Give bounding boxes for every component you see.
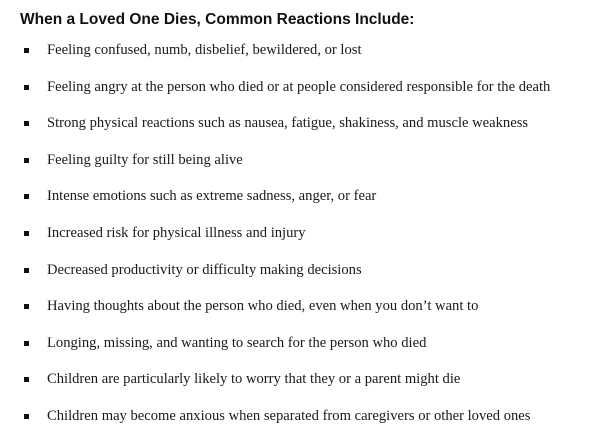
list-item-text: Feeling confused, numb, disbelief, bewildered, or lost <box>47 42 362 58</box>
bullet-icon <box>24 341 29 346</box>
bullet-icon <box>24 158 29 163</box>
list-item <box>0 77 591 114</box>
list-item-text: Strong physical reactions such as nausea, fatigue, shakiness, and muscle weakness <box>47 115 529 132</box>
list-item-text: Intense emotions such as extreme sadness, anger, or fear <box>47 188 377 205</box>
list-item <box>0 40 591 77</box>
bullet-icon <box>24 268 29 273</box>
list-item <box>0 333 591 370</box>
list-item <box>0 113 591 150</box>
bullet-icon <box>24 194 29 199</box>
list-item <box>0 223 591 260</box>
list-item-text: Children are particularly likely to worry that they or a parent might die <box>47 371 461 388</box>
bullet-icon <box>24 121 29 126</box>
list-item-text: Feeling guilty for still being alive <box>47 151 243 168</box>
list-item <box>0 296 591 333</box>
list-item-text: Longing, missing, and wanting to search for the person who died <box>47 334 427 351</box>
list-item <box>0 260 591 297</box>
list-item-text: Children may become anxious when separated from caregivers or other loved ones <box>47 407 531 424</box>
list-item <box>0 186 591 223</box>
list-item <box>0 406 591 443</box>
bullet-icon <box>24 85 29 90</box>
reactions-list <box>0 40 591 443</box>
list-item-text: Increased risk for physical illness and injury <box>47 224 306 241</box>
bullet-icon <box>24 414 29 419</box>
bullet-icon <box>24 304 29 309</box>
list-item-text: Having thoughts about the person who died, even when you don’t want to <box>47 298 479 315</box>
bullet-icon <box>24 48 29 53</box>
bullet-icon <box>24 377 29 382</box>
list-item-text: Decreased productivity or difficulty making decisions <box>47 261 362 278</box>
list-item <box>0 369 591 406</box>
bullet-icon <box>24 231 29 236</box>
list-item <box>0 150 591 187</box>
list-item-text: Feeling angry at the person who died or at people considered responsible for the death <box>47 78 551 95</box>
page-title: When a Loved One Dies, Common Reactions Include: <box>20 11 415 28</box>
